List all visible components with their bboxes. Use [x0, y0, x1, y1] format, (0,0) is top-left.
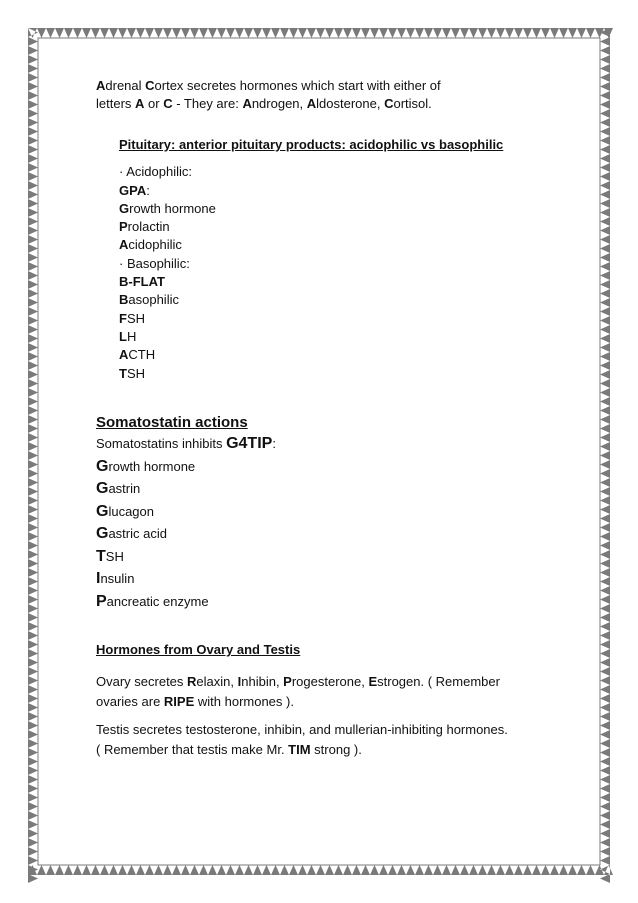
somatostatin-list-item — [96, 546, 556, 569]
pituitary-item-5-text-0: · Basophilic: — [119, 255, 190, 271]
ovary-para-line-1-text-8: strogen. ( Remember — [377, 674, 500, 689]
ovary-para-line-1-text-6: rogesterone, — [291, 674, 369, 689]
somatostatin-item-initial: G — [96, 457, 109, 475]
pituitary-item-9-text-1: H — [126, 328, 137, 344]
adrenal-line-2-bold-1: A — [135, 96, 145, 111]
somatostatin-item-rest: rowth hormone — [108, 458, 196, 474]
ovary-testis-heading: Hormones from Ovary and Testis — [96, 642, 301, 657]
adrenal-line-2-bold-5: A — [242, 96, 252, 111]
pituitary-item-0-text-0: · Acidophilic: — [119, 164, 192, 180]
ovary-para-line-1 — [96, 672, 566, 692]
somatostatin-heading: Somatostatin actions — [96, 414, 248, 431]
adrenal-line-1-bold-0: A — [96, 78, 106, 93]
pituitary-item-10-text-1: CTH — [128, 347, 156, 363]
ovary-para-line-1-bold-3: I — [237, 674, 242, 689]
ovary-para-line-2 — [96, 692, 566, 712]
ovary-para-line-1-bold-1: R — [187, 674, 197, 689]
somatostatin-list-item — [96, 456, 556, 479]
pituitary-item-2-text-1: rowth hormone — [129, 200, 216, 216]
somatostatin-item-initial: G — [96, 502, 109, 520]
ovary-para-line-1-text-2: elaxin, — [196, 674, 238, 689]
adrenal-line-2-text-4: - They are: — [172, 96, 243, 111]
pituitary-item-2-bold-0: G — [119, 200, 130, 216]
somatostatin-intro-suffix: : — [272, 436, 276, 451]
ovary-para-line-2-text-2: with hormones ). — [194, 694, 294, 709]
somatostatin-list-item — [96, 523, 556, 546]
pituitary-item-3-bold-0: P — [119, 219, 128, 235]
testis-para-line-2-bold-1: TIM — [288, 742, 311, 757]
pituitary-list-item — [119, 291, 539, 309]
adrenal-section — [96, 77, 566, 113]
adrenal-line-2-bold-9: C — [384, 96, 394, 111]
somatostatin-list — [96, 456, 556, 614]
pituitary-item-8-bold-0: F — [119, 310, 127, 326]
ovary-para-line-2-text-0: ovaries are — [96, 694, 164, 709]
somatostatin-list-item — [96, 501, 556, 524]
somatostatin-list-item — [96, 568, 556, 591]
pituitary-list-item — [119, 182, 539, 200]
somatostatin-item-rest: SH — [105, 548, 124, 564]
pituitary-list-item — [119, 346, 539, 364]
pituitary-heading: Pituitary: anterior pituitary products: acidophilic vs basophilic — [119, 137, 504, 152]
ovary-para-line-2-bold-1: RIPE — [163, 694, 195, 709]
pituitary-section — [119, 136, 539, 383]
somatostatin-intro — [96, 433, 556, 456]
pituitary-item-4-text-1: cidophilic — [128, 237, 182, 253]
somatostatin-mnemonic: G4TIP — [226, 435, 273, 452]
somatostatin-item-rest: astric acid — [108, 526, 167, 541]
adrenal-line-1-text-3: ortex secretes hormones which start with either of — [154, 78, 441, 93]
testis-para-line-2 — [96, 740, 566, 760]
somatostatin-item-initial: G — [96, 480, 109, 497]
somatostatin-item-rest: astrin — [108, 481, 141, 496]
testis-para-line-1 — [96, 720, 566, 740]
somatostatin-item-initial: T — [96, 547, 106, 565]
pituitary-list-item — [119, 236, 539, 254]
adrenal-line-2-text-6: ndrogen, — [251, 96, 307, 111]
pituitary-list-item — [119, 328, 539, 346]
somatostatin-item-rest: nsulin — [100, 571, 135, 586]
pituitary-item-3-text-1: rolactin — [127, 219, 170, 235]
somatostatin-intro-text: Somatostatins inhibits — [96, 436, 227, 451]
pituitary-item-7-bold-0: B — [119, 292, 129, 308]
ovary-testis-section — [96, 640, 566, 760]
somatostatin-item-initial: P — [96, 592, 107, 610]
pituitary-list-item — [119, 163, 539, 181]
pituitary-item-8-text-1: SH — [126, 310, 146, 326]
somatostatin-list-item — [96, 591, 556, 614]
somatostatin-item-initial: G — [96, 525, 109, 542]
somatostatin-item-rest: lucagon — [108, 503, 154, 519]
pituitary-item-11-text-1: SH — [126, 365, 146, 381]
ovary-para-line-1-bold-7: E — [368, 674, 378, 689]
adrenal-line-2-text-2: or — [144, 96, 164, 111]
pituitary-item-7-text-1: asophilic — [128, 292, 179, 308]
adrenal-line-2 — [96, 95, 566, 113]
pituitary-item-1-text-1: : — [146, 182, 150, 198]
testis-para-line-2-text-2: strong ). — [310, 742, 362, 757]
somatostatin-item-rest: ancreatic enzyme — [106, 593, 209, 609]
testis-para-line-1-text-0: Testis secretes testosterone, inhibin, and mullerian-inhibiting hormones. — [96, 722, 508, 737]
adrenal-line-2-text-8: ldosterone, — [316, 96, 385, 111]
somatostatin-item-initial: I — [96, 570, 101, 587]
adrenal-line-1-text-1: drenal — [105, 78, 146, 93]
testis-para-line-2-text-0: ( Remember that testis make Mr. — [96, 742, 289, 757]
adrenal-line-2-bold-7: A — [306, 96, 317, 111]
pituitary-item-4-bold-0: A — [119, 237, 129, 253]
pituitary-item-1-bold-0: GPA — [119, 182, 147, 198]
pituitary-item-10-bold-0: A — [119, 347, 129, 363]
pituitary-item-6-bold-0: B-FLAT — [119, 274, 165, 290]
pituitary-item-11-bold-0: T — [119, 365, 127, 381]
somatostatin-section — [96, 413, 556, 613]
pituitary-list-item — [119, 200, 539, 218]
pituitary-list-item — [119, 255, 539, 273]
adrenal-line-2-text-0: letters — [96, 96, 136, 111]
ovary-para-line-1-text-0: Ovary secretes — [96, 674, 188, 689]
adrenal-line-1-bold-2: C — [145, 78, 155, 93]
somatostatin-list-item — [96, 478, 556, 501]
adrenal-line-2-bold-3: C — [163, 96, 173, 111]
adrenal-line-1 — [96, 77, 566, 95]
pituitary-list-item — [119, 310, 539, 328]
pituitary-list — [119, 163, 539, 383]
adrenal-line-2-text-10: ortisol. — [393, 96, 432, 111]
pituitary-item-9-bold-0: L — [119, 328, 127, 344]
pituitary-list-item — [119, 365, 539, 383]
pituitary-list-item — [119, 273, 539, 291]
ovary-para-line-1-text-4: nhibin, — [241, 674, 284, 689]
ovary-para-line-1-bold-5: P — [283, 674, 292, 689]
pituitary-list-item — [119, 218, 539, 236]
